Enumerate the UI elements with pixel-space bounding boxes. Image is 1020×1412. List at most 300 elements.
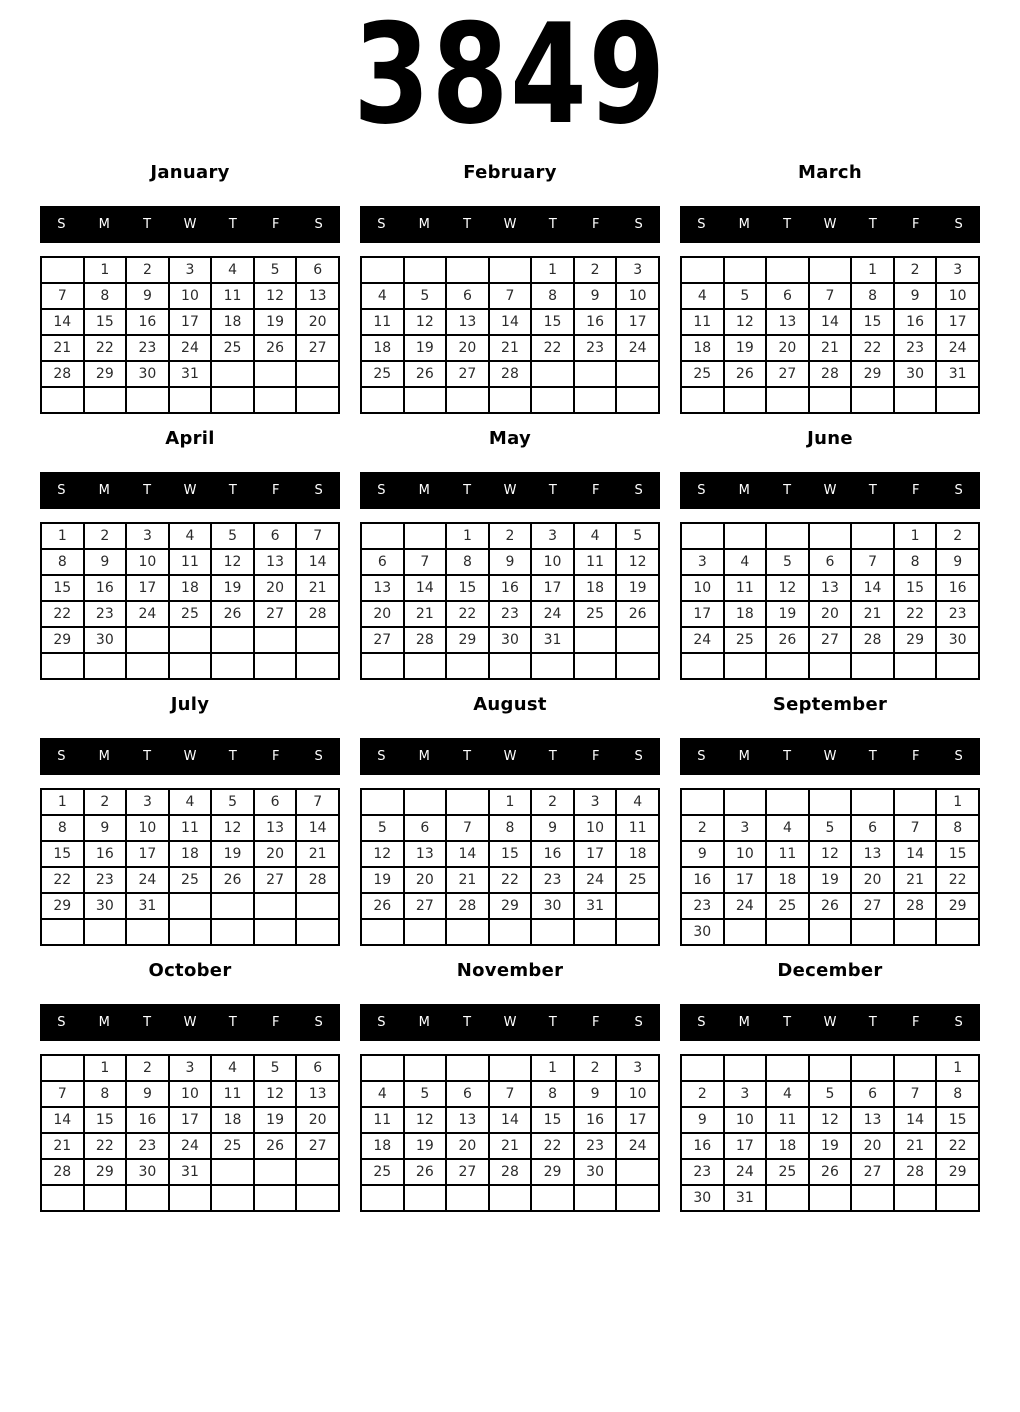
empty-day-cell [254,1159,297,1185]
day-cell: 21 [296,841,339,867]
day-cell: 14 [809,309,852,335]
week-row [41,627,339,653]
weekday-label: F [911,749,920,764]
day-cell: 7 [809,283,852,309]
day-cell: 3 [531,523,574,549]
year-title [0,0,1020,155]
day-cell: 1 [894,523,937,549]
day-cell: 15 [531,1107,574,1133]
day-cell: 10 [724,1107,767,1133]
weekday-label: T [868,217,877,232]
day-cell: 29 [41,627,84,653]
week-row [361,919,659,945]
day-cell: 6 [296,1055,339,1081]
week-row [681,653,979,679]
day-cell: 12 [616,549,659,575]
weekday-label: S [314,217,323,232]
weekday-label: T [783,749,792,764]
day-cell: 17 [126,841,169,867]
week-row [681,867,979,893]
day-cell: 20 [809,601,852,627]
day-cell: 12 [404,309,447,335]
weekday-label: T [783,217,792,232]
day-cell: 1 [41,523,84,549]
day-cell: 31 [169,1159,212,1185]
empty-day-cell [851,919,894,945]
day-cell: 18 [766,867,809,893]
day-cell: 5 [254,257,297,283]
day-cell: 21 [809,335,852,361]
month-block [360,161,660,414]
empty-day-cell [489,387,532,413]
week-row [681,309,979,335]
day-cell: 1 [936,789,979,815]
day-cell: 27 [809,627,852,653]
week-row [361,1159,659,1185]
week-row [681,601,979,627]
day-cell: 22 [489,867,532,893]
month-title-september: September [772,694,888,715]
day-cell: 13 [254,815,297,841]
day-cell: 23 [936,601,979,627]
day-cell: 13 [361,575,404,601]
empty-day-cell [851,1055,894,1081]
empty-day-cell [851,653,894,679]
day-cell: 4 [766,1081,809,1107]
day-cell: 21 [41,335,84,361]
empty-day-cell [681,789,724,815]
empty-day-cell [254,893,297,919]
empty-day-cell [724,1055,767,1081]
empty-day-cell [41,653,84,679]
weekday-label: S [634,1015,643,1030]
empty-day-cell [296,361,339,387]
week-row [361,867,659,893]
day-cell: 2 [894,257,937,283]
empty-day-cell [446,789,489,815]
empty-day-cell [446,919,489,945]
day-cell: 1 [84,257,127,283]
empty-day-cell [809,1185,852,1211]
day-cell: 27 [361,627,404,653]
calendar-table [40,522,340,680]
day-cell: 13 [851,1107,894,1133]
day-cell: 24 [169,335,212,361]
weekday-header [680,738,980,775]
day-cell: 18 [169,575,212,601]
day-cell: 31 [169,361,212,387]
day-cell: 25 [681,361,724,387]
day-cell: 14 [851,575,894,601]
empty-day-cell [446,387,489,413]
day-cell: 1 [531,1055,574,1081]
empty-day-cell [936,653,979,679]
weekday-header [40,738,340,775]
day-cell: 27 [446,361,489,387]
weekday-label: S [377,483,386,498]
weekday-label: T [548,217,557,232]
day-cell: 21 [41,1133,84,1159]
empty-day-cell [361,523,404,549]
day-cell: 16 [574,1107,617,1133]
weekday-label: S [697,749,706,764]
weekday-label: M [738,749,750,764]
empty-day-cell [254,627,297,653]
week-row [361,387,659,413]
empty-day-cell [616,919,659,945]
day-cell: 8 [84,1081,127,1107]
day-cell: 22 [446,601,489,627]
week-row [41,1055,339,1081]
calendar-body [681,523,979,679]
day-cell: 10 [169,1081,212,1107]
calendar-table [360,522,660,680]
day-cell: 14 [296,549,339,575]
empty-day-cell [404,1185,447,1211]
day-cell: 3 [616,257,659,283]
empty-day-cell [296,387,339,413]
month-block [40,693,340,946]
day-cell: 3 [724,815,767,841]
day-cell: 11 [574,549,617,575]
day-cell: 27 [404,893,447,919]
empty-day-cell [404,257,447,283]
week-row [361,627,659,653]
empty-day-cell [809,1055,852,1081]
day-cell: 5 [211,523,254,549]
empty-day-cell [766,257,809,283]
day-cell: 4 [361,283,404,309]
day-cell: 10 [681,575,724,601]
empty-day-cell [724,789,767,815]
empty-day-cell [84,387,127,413]
weekday-header [360,472,660,509]
empty-day-cell [936,387,979,413]
empty-day-cell [766,387,809,413]
day-cell: 1 [84,1055,127,1081]
empty-day-cell [41,257,84,283]
calendar-body [361,789,659,945]
calendar-body [41,257,339,413]
week-row [681,1159,979,1185]
day-cell: 17 [126,575,169,601]
weekday-label: M [418,749,430,764]
day-cell: 13 [809,575,852,601]
month-title-november: November [456,960,564,981]
day-cell: 11 [361,309,404,335]
day-cell: 4 [681,283,724,309]
empty-day-cell [211,653,254,679]
day-cell: 30 [126,361,169,387]
day-cell: 28 [851,627,894,653]
day-cell: 14 [41,309,84,335]
week-row [361,1133,659,1159]
weekday-label: W [503,749,517,764]
empty-day-cell [681,653,724,679]
day-cell: 30 [84,893,127,919]
day-cell: 8 [84,283,127,309]
day-cell: 6 [361,549,404,575]
day-cell: 19 [616,575,659,601]
day-cell: 24 [724,1159,767,1185]
month-block [680,959,980,1212]
day-cell: 2 [681,1081,724,1107]
day-cell: 21 [894,867,937,893]
weekday-header [40,472,340,509]
weekday-label: W [823,749,837,764]
day-cell: 9 [531,815,574,841]
weekday-label: T [463,217,472,232]
day-cell: 13 [296,283,339,309]
day-cell: 20 [446,335,489,361]
day-cell: 3 [169,1055,212,1081]
weekday-label: S [377,749,386,764]
week-row [361,601,659,627]
month-title-october: October [148,960,232,981]
empty-day-cell [574,1185,617,1211]
empty-day-cell [296,1159,339,1185]
calendar-body [681,789,979,945]
day-cell: 18 [681,335,724,361]
day-cell: 11 [211,283,254,309]
day-cell: 15 [531,309,574,335]
week-row [681,815,979,841]
day-cell: 17 [531,575,574,601]
week-row [681,1185,979,1211]
month-block [360,693,660,946]
day-cell: 26 [766,627,809,653]
empty-day-cell [766,789,809,815]
day-cell: 13 [851,841,894,867]
day-cell: 4 [616,789,659,815]
week-row [361,841,659,867]
week-row [361,361,659,387]
empty-day-cell [489,1185,532,1211]
weekday-label: M [738,217,750,232]
day-cell: 23 [574,335,617,361]
day-cell: 8 [531,283,574,309]
weekday-label: T [228,217,237,232]
day-cell: 13 [296,1081,339,1107]
calendar-body [681,1055,979,1211]
day-cell: 1 [489,789,532,815]
day-cell: 8 [936,1081,979,1107]
day-cell: 19 [404,1133,447,1159]
day-cell: 19 [254,1107,297,1133]
weekday-label: S [634,483,643,498]
day-cell: 20 [254,575,297,601]
day-cell: 29 [489,893,532,919]
day-cell: 14 [41,1107,84,1133]
weekday-label: F [271,483,280,498]
day-cell: 18 [574,575,617,601]
day-cell: 23 [531,867,574,893]
month-title-april: April [165,428,215,449]
month-block [40,427,340,680]
empty-day-cell [489,919,532,945]
weekday-label: W [823,217,837,232]
weekday-header [360,1004,660,1041]
week-row [361,789,659,815]
day-cell: 7 [296,789,339,815]
weekday-label: W [503,483,517,498]
week-row [361,257,659,283]
weekday-label: T [143,483,152,498]
week-row [41,335,339,361]
empty-day-cell [446,1055,489,1081]
empty-day-cell [766,653,809,679]
calendar-body [41,523,339,679]
day-cell: 8 [531,1081,574,1107]
weekday-label: S [57,1015,66,1030]
weekday-label: T [548,1015,557,1030]
calendar-table [680,1054,980,1212]
weekday-label: S [954,483,963,498]
day-cell: 29 [894,627,937,653]
weekday-label: W [823,1015,837,1030]
empty-day-cell [41,1055,84,1081]
day-cell: 13 [766,309,809,335]
day-cell: 12 [766,575,809,601]
day-cell: 3 [574,789,617,815]
empty-day-cell [616,387,659,413]
day-cell: 21 [296,575,339,601]
day-cell: 22 [894,601,937,627]
day-cell: 21 [894,1133,937,1159]
day-cell: 26 [404,361,447,387]
weekday-label: S [954,749,963,764]
empty-day-cell [531,653,574,679]
calendar-body [361,523,659,679]
day-cell: 26 [616,601,659,627]
empty-day-cell [296,893,339,919]
day-cell: 25 [574,601,617,627]
day-cell: 5 [361,815,404,841]
empty-day-cell [169,1185,212,1211]
day-cell: 28 [489,1159,532,1185]
weekday-header [680,1004,980,1041]
weekday-label: S [697,217,706,232]
day-cell: 18 [616,841,659,867]
day-cell: 17 [169,309,212,335]
day-cell: 19 [766,601,809,627]
day-cell: 12 [361,841,404,867]
day-cell: 31 [531,627,574,653]
day-cell: 19 [254,309,297,335]
empty-day-cell [126,653,169,679]
week-row [41,1081,339,1107]
empty-day-cell [894,387,937,413]
day-cell: 27 [446,1159,489,1185]
empty-day-cell [574,387,617,413]
empty-day-cell [296,653,339,679]
month-title-december: December [777,960,883,981]
day-cell: 15 [41,841,84,867]
day-cell: 8 [851,283,894,309]
day-cell: 7 [894,815,937,841]
calendar-table [360,1054,660,1212]
day-cell: 10 [574,815,617,841]
day-cell: 6 [254,789,297,815]
empty-day-cell [681,257,724,283]
week-row [361,335,659,361]
empty-day-cell [766,1055,809,1081]
weekday-label: S [634,749,643,764]
day-cell: 7 [489,283,532,309]
day-cell: 17 [616,309,659,335]
weekday-header [680,472,980,509]
empty-day-cell [489,653,532,679]
week-row [681,523,979,549]
empty-day-cell [809,653,852,679]
empty-day-cell [936,919,979,945]
day-cell: 6 [296,257,339,283]
day-cell: 3 [126,789,169,815]
weekday-label: W [503,1015,517,1030]
day-cell: 11 [361,1107,404,1133]
calendar-table [360,256,660,414]
day-cell: 24 [126,601,169,627]
day-cell: 30 [84,627,127,653]
empty-day-cell [254,361,297,387]
empty-day-cell [361,653,404,679]
month-title-may: May [488,428,532,449]
calendar-table [680,256,980,414]
week-row [41,257,339,283]
empty-day-cell [894,653,937,679]
day-cell: 22 [41,867,84,893]
day-cell: 27 [254,601,297,627]
empty-day-cell [616,1185,659,1211]
day-cell: 30 [681,1185,724,1211]
day-cell: 30 [531,893,574,919]
day-cell: 18 [169,841,212,867]
weekday-label: S [954,1015,963,1030]
empty-day-cell [574,361,617,387]
week-row [41,867,339,893]
weekday-header [360,738,660,775]
day-cell: 26 [211,601,254,627]
day-cell: 27 [254,867,297,893]
day-cell: 16 [84,841,127,867]
day-cell: 23 [489,601,532,627]
day-cell: 28 [894,1159,937,1185]
weekday-label: T [143,217,152,232]
day-cell: 24 [169,1133,212,1159]
day-cell: 9 [574,1081,617,1107]
month-title-march: March [798,162,862,183]
day-cell: 23 [126,1133,169,1159]
day-cell: 29 [446,627,489,653]
week-row [41,601,339,627]
week-row [681,387,979,413]
day-cell: 11 [616,815,659,841]
month-title-february: February [463,162,557,183]
day-cell: 14 [489,309,532,335]
day-cell: 22 [936,1133,979,1159]
day-cell: 19 [724,335,767,361]
weekday-label: T [228,749,237,764]
day-cell: 2 [574,257,617,283]
day-cell: 9 [126,1081,169,1107]
day-cell: 14 [296,815,339,841]
empty-day-cell [211,893,254,919]
empty-day-cell [446,653,489,679]
day-cell: 7 [41,1081,84,1107]
weekday-label: S [314,483,323,498]
empty-day-cell [616,653,659,679]
day-cell: 21 [489,335,532,361]
